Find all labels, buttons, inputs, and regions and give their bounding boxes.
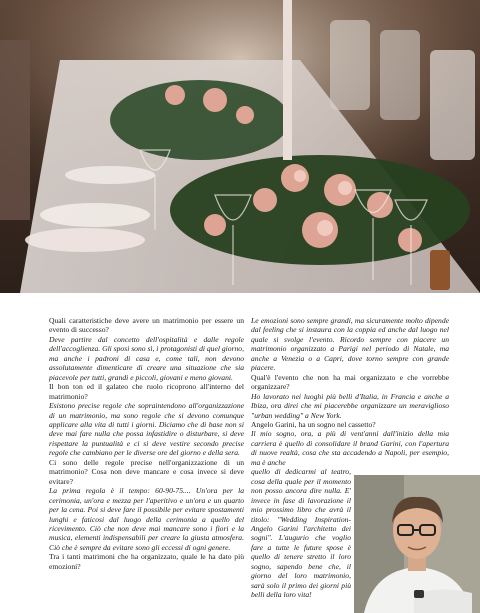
question-dream: Angelo Garini, ha un sogno nel cassetto? — [251, 419, 376, 429]
answer-bon-ton: Esistono precise regole che sopraintendono all'organizzazione di un matrimonio, ma sono regole che si devono comunque applicare alla vita di tutti i giorni. Diciamo che di base non si deve mai fare nulla che possa infastidire o disturbare, si deve rispettare la puntualità e ci si deve vestire secondo precise regole che cambiano per le diverse ore del giorno e della sera. — [49, 401, 244, 458]
table-setting-photo-art — [0, 0, 480, 293]
portrait-photo-art — [354, 475, 480, 613]
answer-success: Deve partire dal concetto dell'ospitalità e dalle regole dell'accoglienza. Gli sposi sono sì, i protagonisti di quel giorno, ma anche i padroni di casa e, come tali, non devono assolutamente dimenticare di creare una situazione che sia piacevole per tutti, grandi e piccoli, giovani e meno giovani. — [49, 334, 244, 382]
portrait-photo — [354, 475, 480, 613]
article-left-column — [49, 316, 244, 571]
question-bon-ton: Il bon ton ed il galateo che ruolo ricoprono all'interno del matrimonio? — [49, 382, 244, 401]
answer-dream-event: Ho lavorato nei luoghi più belli d'Italia, in Francia e anche a Ibiza, ora direi che mi piacerebbe organizzare un meraviglioso "urban wedding" a New York. — [251, 391, 449, 420]
answer-dream: Il mio sogno, ora, a più di vent'anni dall'inizio della mia carriera è quello di consolidare il brand Garini, con l'apertura di nuove realtà, cosa che sta accadendo a Napoli, per esempio, ma è anche — [251, 429, 449, 467]
answer-rules: La prima regola è il tempo: 60-90-75.... Un'ora per la cerimonia, un'ora e mezza per l'aperitivo e un'ora e un quarto per la cena. Poi si deve fare il possibile per evitare spostamenti lunghi e faticosi dal luogo della cerimonia a quello del ricevimento. Ciò che non deve mai mancare sono i fiori e la musica, elementi indispensabili per creare la giusta atmosfera. Ciò che è sempre da evitare sono gli eccessi di ogni genere. — [49, 486, 244, 552]
answer-dream-continued: quello di dedicarmi al teatro, cosa della quale per il momento non posso ancora dire nulla. E' invece in fase di lavorazione il mio prossimo libro che avrà il titolo: "Wedding Inspiration-Angelo Garini l'architetto dei sogni". L'augurio che voglio fare a tutte le future spose è quello di tenere stretto il loro sogno, sapendo bene che, il giorno del loro matrimonio, sarà solo il primo dei giorni più belli della loro vita! — [251, 467, 351, 600]
question-dream-event: Qual'è l'evento che non ha mai organizzato e che vorrebbe organizzare? — [251, 372, 449, 392]
table-setting-photo — [0, 0, 480, 293]
answer-emotions: Le emozioni sono sempre grandi, ma sicuramente molto dipende dal feeling che si instaura con la coppia ed anche dal luogo nel quale si svolge l'evento. Ricordo sempre con piacere un matrimonio organizzato a Parigi nel periodo di Natale, ma anche a Venezia o a Capri, dove torno sempre con grande piacere. — [251, 316, 449, 373]
question-emotions: Tra i tanti matrimoni che ha organizzato, quale le ha dato più emozioni? — [49, 552, 244, 571]
question-rules: Ci sono delle regole precise nell'organizzazione di un matrimonio? Cosa non deve mancare e cosa invece si deve evitare? — [49, 457, 244, 486]
question-success: Quali caratteristiche deve avere un matrimonio per essere un evento di successo? — [49, 316, 244, 335]
